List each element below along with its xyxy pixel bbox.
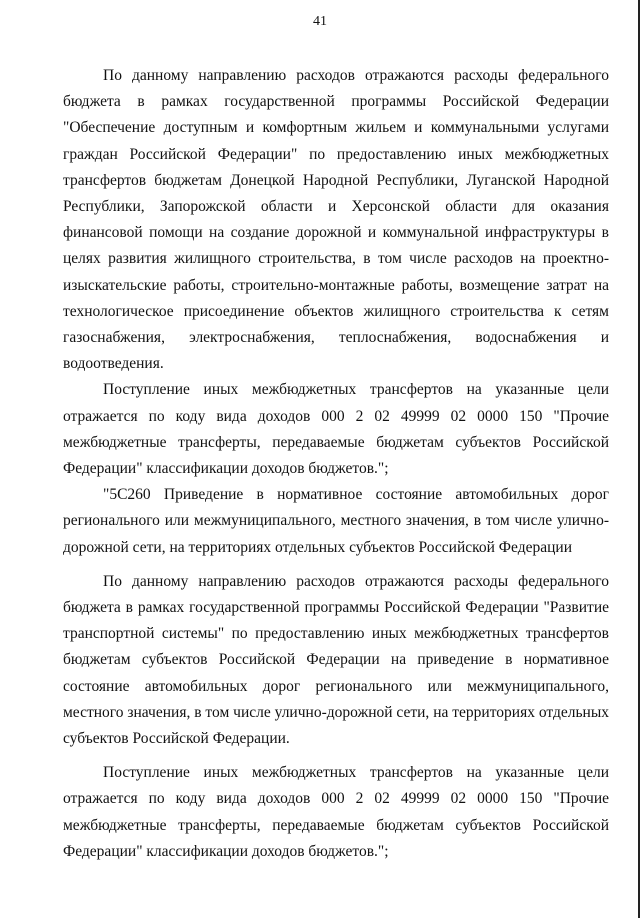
page-number: 41 — [313, 14, 327, 29]
paragraph-2: Поступление иных межбюджетных трансфертов на указанные цели отражается по коду вида доходов 000 2 02 49999 02 0000 150 "Прочие межбюджетные трансферты, передаваемые бюджетам субъектов Российской Федерации" классификации доходов бюджетов."; — [63, 381, 609, 478]
paragraph-3: "5С260 Приведение в нормативное состояние автомобильных дорог регионального или межмуниципального, местного значения, в том числе улично-дорожной сети, на территориях отдельных субъектов Российской Федерации — [63, 486, 609, 556]
paragraph-5: Поступление иных межбюджетных трансфертов на указанные цели отражается по коду вида доходов 000 2 02 49999 02 0000 150 "Прочие межбюджетные трансферты, передаваемые бюджетам субъектов Российской Федерации" классификации доходов бюджетов."; — [63, 764, 609, 860]
document-body — [63, 63, 609, 865]
paragraph-4: По данному направлению расходов отражаются расходы федерального бюджета в рамках государственной программы Российской Федерации "Развитие транспортной системы" по предоставлению иных межбюджетных трансфертов бюджетам субъектов Российской Федерации на приведение в нормативное состояние автомобильных дорог регионального или межмуниципального, местного значения, в том числе улично-дорожной сети, на территориях отдельных субъектов Российской Федерации. — [63, 572, 609, 748]
paragraph-1: По данному направлению расходов отражаются расходы федерального бюджета в рамках государственной программы Российской Федерации "Обеспечение доступным и комфортным жильем и коммунальными услугами граждан Российской Федерации" по предоставлению иных межбюджетных трансфертов бюджетам Донецкой Народной Республики, Луганской Народной Республики, Запорожской области и Херсонской области для оказания финансовой помощи на создание дорожной и коммунальной инфраструктуры в целях развития жилищного строительства, в том числе расходов на проектно-изыскательские работы, строительно-монтажные работы, возмещение затрат на технологическое присоединение объектов жилищного строительства к сетям газоснабжения, электроснабжения, теплоснабжения, водоснабжения и водоотведения. — [63, 67, 609, 373]
